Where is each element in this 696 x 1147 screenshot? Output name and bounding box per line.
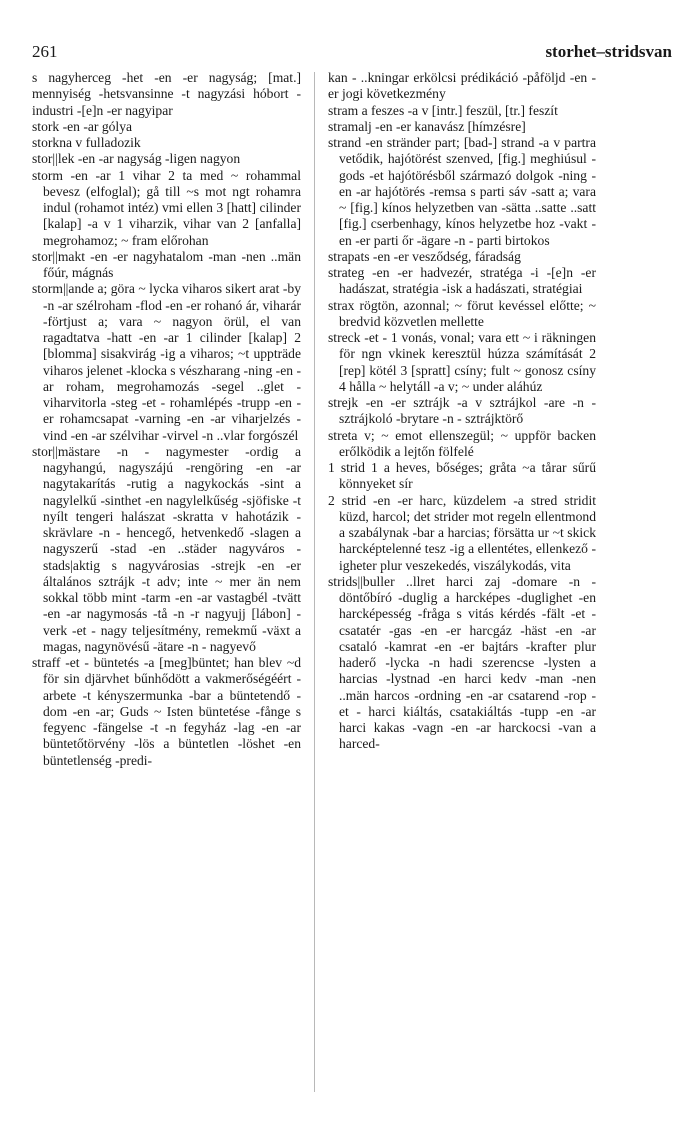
dictionary-entry: kan - ..kningar erkölcsi prédikáció -påföljd -en -er jogi következmény — [328, 70, 596, 102]
right-column — [328, 70, 596, 753]
page-header — [32, 42, 672, 66]
dictionary-entry: strax rögtön, azonnal; ~ förut kevéssel előtte; ~ bredvid közvetlen mellette — [328, 297, 596, 329]
dictionary-entry: streck -et - 1 vonás, vonal; vara ett ~ i räkningen för ngn vkinek keresztül húzza számítását 2 [rep] kötél 3 [spratt] csíny; fult ~ gonosz csíny 4 hålla ~ helytáll -a v; ~ under aláhúz — [328, 330, 596, 394]
dictionary-entry: storkna v fulladozik — [32, 135, 141, 150]
dictionary-entry: strejk -en -er sztrájk -a v sztrájkol -are -n - sztrájkoló -brytare -n - sztrájktörő — [328, 395, 596, 427]
dictionary-entry: stor||lek -en -ar nagyság -ligen nagyon — [32, 151, 241, 167]
dictionary-entry: strand -en stränder part; [bad-] strand -a v partra vetődik, hajótörést szenved, [fig.] meghiúsul -gods -et hajótörésből származó dolgok -ning -en -ar hajótörés -remsa s parti sáv -satt a; vara ~ [fig.] kínos helyzetben van -sätta ..satte ..satt [fig.] cserbenhagy, kínos helyzetbe hoz -vakt -en -er parti őr -ägare -n - parti birtokos — [328, 135, 596, 248]
dictionary-entry: 2 strid -en -er harc, küzdelem -a stred stridit küzd, harcol; det strider mot regeln ellentmond a szabálynak -bar a harcias; försätta ur ~t skick harcképtelenné tesz -ig a ellentétes, ellenkező -igheter plur veszekedés, viszálykodás, vita — [328, 492, 596, 573]
dictionary-entry: stor||makt -en -er nagyhatalom -man -nen ..män főúr, mágnás — [32, 248, 301, 280]
dictionary-entry: s nagyherceg -het -en -er nagyság; [mat.] mennyiség -hetsvansinne -t nagyzási hóbort -industri -[e]n -er nagyipar — [32, 70, 301, 118]
column-divider — [314, 72, 315, 1092]
dictionary-entry: storm -en -ar 1 vihar 2 ta med ~ rohammal bevesz (elfoglal); gå till ~s mot ngt rohamra indul (rohamot intéz) vmi ellen 3 [hatt] cilinder [kalap] -a v 1 viharzik, vihar van 2 [anfalla] megrohamoz; ~ fram előrohan — [32, 167, 301, 248]
dictionary-entry: strids||buller ..llret harci zaj -domare -n - döntőbíró -duglig a harcképes -duglighet -en harcképesség -fråga s vitás kérdés -fält -et - csatatér -gas -en -er harcgáz -häst -en -ar csataló -kamrat -en -er bajtárs -krafter plur haderő -lycka -n hadi szerencse -lysten a harcias -lystnad -en harci kedv -man -nen ..män harcos -ordning -en -ar csatarend -rop -et - harci kiáltás, csatakiáltás -tupp -en -ar harci kakas -vagn -en -ar harckocsi -van a harced- — [328, 573, 596, 752]
dictionary-entry: straff -et - büntetés -a [meg]büntet; han blev ~d för sin djärvhet bűnhődött a vakmerőségéért -arbete -t kényszermunka -bar a büntetendő -dom -en -ar; Guds ~ Isten büntetése -fånge s fegyenc -fängelse -t -n fegyház -lag -en -ar büntetőtörvény -lös a büntetlen -löshet -en büntetlenség -predi- — [32, 655, 301, 768]
dictionary-entry: streta v; ~ emot ellenszegül; ~ uppför backen erőlködik a lejtőn fölfelé — [328, 427, 596, 459]
dictionary-entry: 1 strid 1 a heves, bőséges; gråta ~a tårar sűrű könnyeket sír — [328, 460, 596, 492]
dictionary-entry: stram a feszes -a v [intr.] feszül, [tr.] feszít — [328, 102, 558, 118]
page-title: storhet–stridsvan — [545, 42, 672, 61]
left-column — [32, 70, 301, 769]
dictionary-entry: strapats -en -er vesződség, fáradság — [328, 248, 521, 264]
dictionary-entry: storm||ande a; göra ~ lycka viharos sikert arat -by -n -ar szélroham -flod -en -er rohanó ár, viharár -förtjust a; vara ~ nagyon örül, el van ragadtatva -hatt -en -ar 1 cilinder [kalap] 2 [blomma] sisakvirág -ig a viharos; ~t uppträde viharos jelenet -klocka s vészharang -ning -en -ar roham, megrohamozás -segel ..glet - viharvitorla -steg -et - rohamlépés -trupp -en -er rohamcsapat -varning -en -ar viharjelzés -vind -en -ar szélvihar -virvel -n ..vlar forgószél — [32, 281, 301, 443]
dictionary-entry: strateg -en -er hadvezér, stratéga -i -[e]n -er hadászat, stratégia -isk a hadászati, stratégiai — [328, 265, 596, 297]
dictionary-entry: stork -en -ar gólya — [32, 118, 133, 134]
dictionary-entry: stor||mästare -n - nagymester -ordig a nagyhangú, nagyszájú -rengöring -en -ar nagytakarítás -rutig a nagykockás -sint a nagylelkű -sinthet -en nagylelkűség -sjöfiske -t nyílt tengeri halászat -skratta v hahotázik -skrävlare -n - hencegő, hetvenkedő -slagen a nagyszerű -stad -en ..städer nagyváros -stads|aktig s nagyvárosias -strejk -en -er általános sztrájk -t adv; inte ~ mer än nem sokkal több mint -tarm -en -ar vastagbél -tvätt -en -ar nagymosás -tå -n -r nagyujj [lábon] -verk -et - nagy teljesítmény, remekmű -växt a magas, nagynövésű -ätare -n - nagyevő — [32, 443, 301, 654]
page-number: 261 — [32, 42, 58, 61]
dictionary-entry: stramalj -en -er kanavász [hímzésre] — [328, 118, 526, 134]
